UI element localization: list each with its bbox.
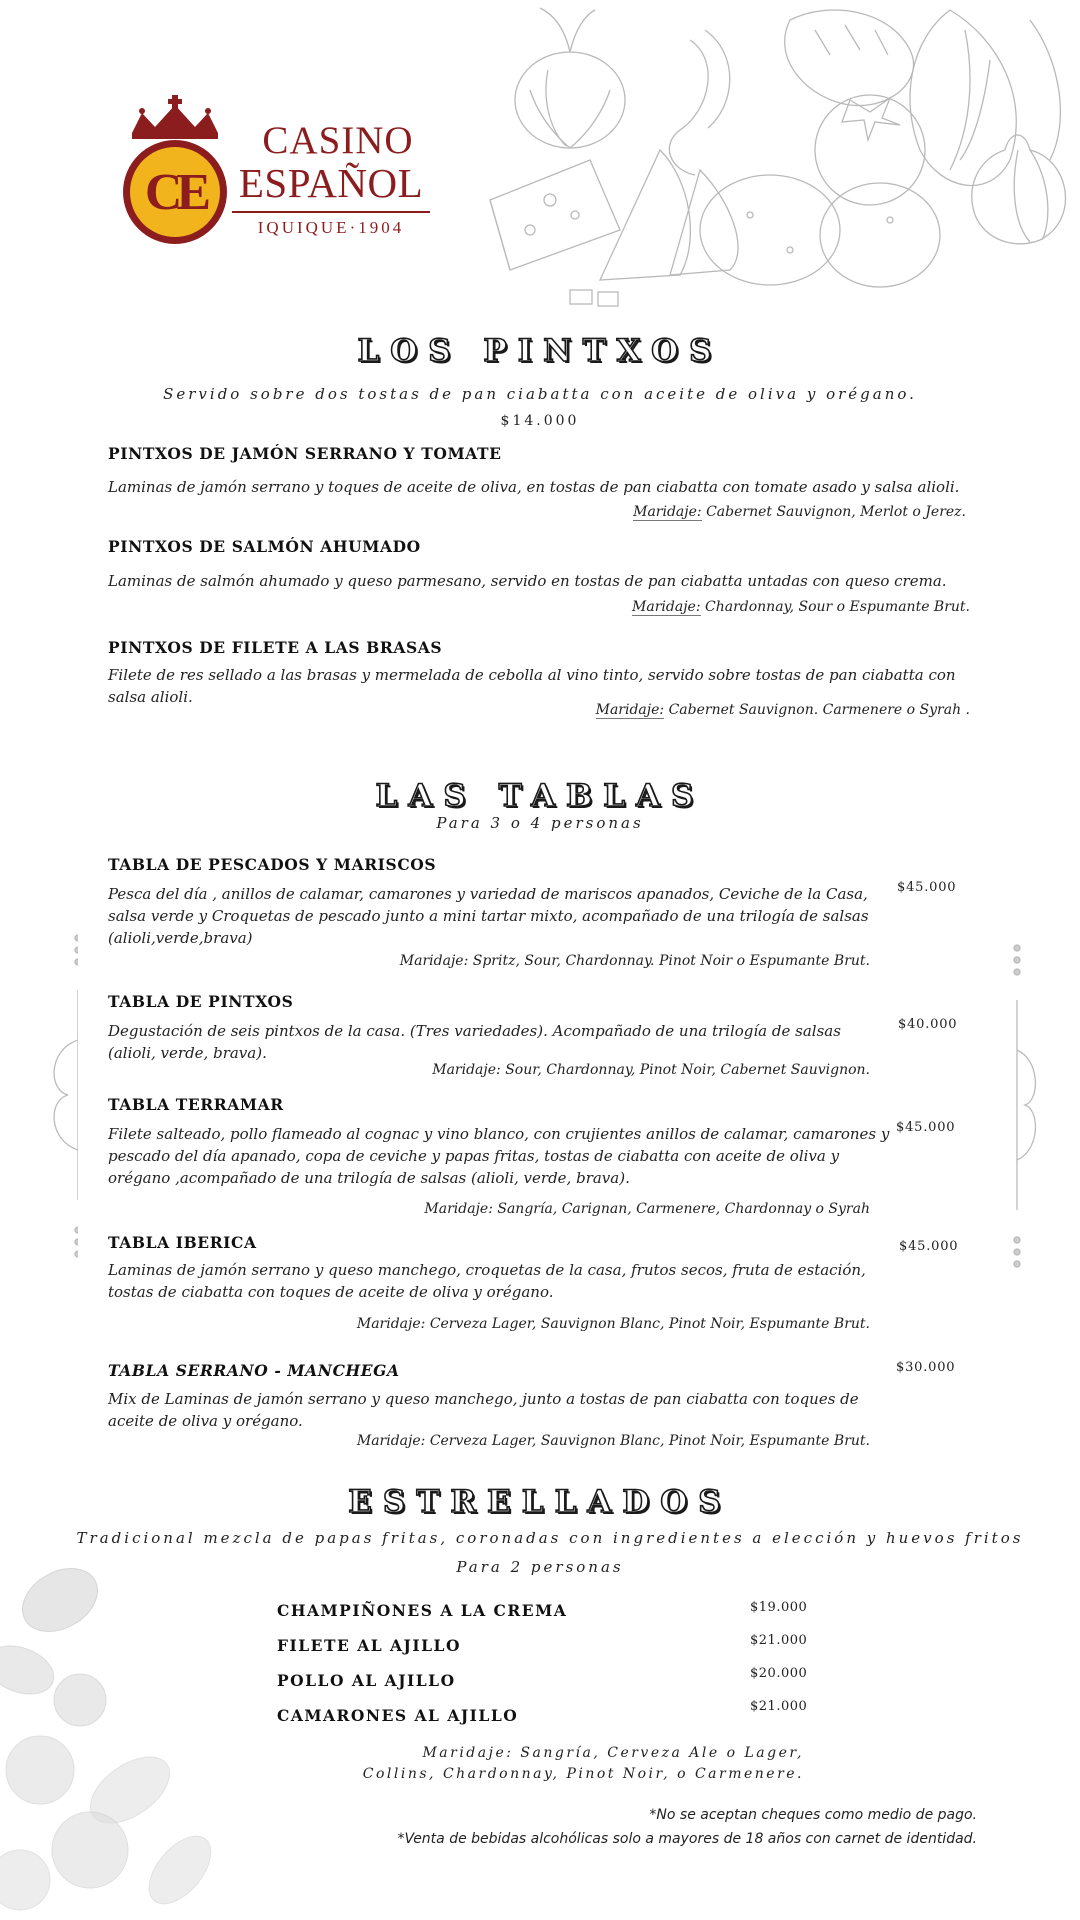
- estrellados-subtitle: Tradicional mezcla de papas fritas, coronadas con ingredientes a elección y huevos fritos: [76, 1529, 1024, 1547]
- estrellado-name: CAMARONES AL AJILLO: [277, 1706, 519, 1725]
- item-price: $40.000: [898, 1017, 958, 1032]
- item-pairing: Maridaje: Sour, Chardonnay, Pinot Noir, Cabernet Sauvignon.: [432, 1062, 870, 1078]
- food-sketch-illustration: [470, 0, 1080, 330]
- item-price: $45.000: [896, 1120, 956, 1135]
- tablas-title: LAS TABLAS: [375, 778, 705, 814]
- tablas-subtitle: Para 3 o 4 personas: [436, 814, 644, 832]
- item-name: TABLA DE PESCADOS Y MARISCOS: [108, 855, 437, 874]
- item-price: $45.000: [899, 1239, 959, 1254]
- estrellado-name: CHAMPIÑONES A LA CREMA: [277, 1601, 568, 1620]
- logo-monogram: CE: [144, 164, 206, 221]
- note-cheques: *No se aceptan cheques como medio de pago.: [649, 1807, 977, 1823]
- item-pairing: Maridaje: Sangría, Carignan, Carmenere, Chardonnay o Syrah: [424, 1201, 870, 1217]
- item-description: Laminas de jamón serrano y queso manchego, croquetas de la casa, frutos secos, fruta de estación, tostas de ciabatta con toques de aceite de oliva y orégano.: [108, 1261, 866, 1301]
- estrellados-pairing-line2: Collins, Chardonnay, Pinot Noir, o Carmenere.: [362, 1766, 804, 1782]
- estrellado-name: POLLO AL AJILLO: [277, 1671, 456, 1690]
- item-price: $30.000: [896, 1360, 956, 1375]
- logo-rule: [232, 211, 430, 213]
- item-description: Laminas de salmón ahumado y queso parmesano, servido en tostas de pan ciabatta untadas con queso crema.: [108, 572, 947, 590]
- item-name: TABLA TERRAMAR: [108, 1095, 284, 1114]
- pintxos-subtitle: Servido sobre dos tostas de pan ciabatta con aceite de oliva y orégano.: [163, 385, 917, 403]
- logo-line-espanol: ESPAÑOL: [238, 160, 424, 206]
- estrellados-title: ESTRELLADOS: [348, 1484, 732, 1520]
- item-name: PINTXOS DE FILETE A LAS BRASAS: [108, 638, 443, 657]
- item-pairing: Maridaje: Chardonnay, Sour o Espumante Brut.: [632, 599, 970, 615]
- item-description: Pesca del día , anillos de calamar, camarones y variedad de mariscos apanados, Ceviche de la Casa, salsa verde y Croquetas de pescado junto a mini tartar mixto, acompañado de una trilogía de salsas (alioli,verde,brava): [108, 885, 869, 947]
- item-name: TABLA SERRANO - MANCHEGA: [108, 1361, 400, 1380]
- estrellados-people: Para 2 personas: [456, 1558, 624, 1576]
- estrellado-price: $19.000: [750, 1600, 808, 1615]
- item-description: Degustación de seis pintxos de la casa. (Tres variedades). Acompañado de una trilogía de salsas (alioli, verde, brava).: [108, 1022, 841, 1062]
- item-pairing: Maridaje: Cabernet Sauvignon, Merlot o Jerez.: [633, 504, 966, 520]
- estrellado-price: $20.000: [750, 1666, 808, 1681]
- item-pairing: Maridaje: Cerveza Lager, Sauvignon Blanc, Pinot Noir, Espumante Brut.: [356, 1433, 870, 1449]
- logo-line-iquique: IQUIQUE·1904: [257, 218, 405, 237]
- item-description: Mix de Laminas de jamón serrano y queso manchego, junto a tostas de pan ciabatta con toques de aceite de oliva y orégano.: [108, 1390, 859, 1430]
- item-name: TABLA DE PINTXOS: [108, 992, 294, 1011]
- note-alcohol: *Venta de bebidas alcohólicas solo a mayores de 18 años con carnet de identidad.: [397, 1831, 977, 1847]
- item-description: Filete salteado, pollo flameado al cognac y vino blanco, con crujientes anillos de calamar, camarones y pescado del día apanado, copa de ceviche y papas fritas, tostas de ciabatta con aceite de oliva y orégano ,acompañado de una trilogía de salsas (alioli, verde, brava).: [108, 1125, 890, 1187]
- item-pairing: Maridaje: Spritz, Sour, Chardonnay. Pinot Noir o Espumante Brut.: [399, 953, 870, 969]
- item-pairing: Maridaje: Cabernet Sauvignon. Carmenere o Syrah .: [595, 702, 970, 718]
- item-description: Filete de res sellado a las brasas y mermelada de cebolla al vino tinto, servido sobre tostas de pan ciabatta con salsa alioli.: [108, 666, 956, 706]
- casino-espanol-logo: [110, 95, 430, 255]
- item-name: PINTXOS DE SALMÓN AHUMADO: [108, 537, 421, 556]
- item-price: $45.000: [897, 880, 957, 895]
- left-ornament: [38, 930, 78, 1260]
- estrellado-name: FILETE AL AJILLO: [277, 1636, 461, 1655]
- estrellados-pairing-line1: Maridaje: Sangría, Cerveza Ale o Lager,: [422, 1745, 804, 1761]
- item-pairing: Maridaje: Cerveza Lager, Sauvignon Blanc, Pinot Noir, Espumante Brut.: [356, 1316, 870, 1332]
- pintxos-title: LOS PINTXOS: [357, 333, 723, 369]
- logo-line-casino: CASINO: [262, 119, 414, 162]
- floral-illustration: [0, 1540, 240, 1920]
- right-ornament: [1000, 940, 1040, 1270]
- item-name: PINTXOS DE JAMÓN SERRANO Y TOMATE: [108, 444, 502, 463]
- estrellado-price: $21.000: [750, 1699, 808, 1714]
- item-name: TABLA IBERICA: [108, 1233, 257, 1252]
- pintxos-price: $14.000: [500, 413, 580, 429]
- estrellado-price: $21.000: [750, 1633, 808, 1648]
- item-description: Laminas de jamón serrano y toques de aceite de oliva, en tostas de pan ciabatta con tomate asado y salsa alioli.: [108, 478, 960, 496]
